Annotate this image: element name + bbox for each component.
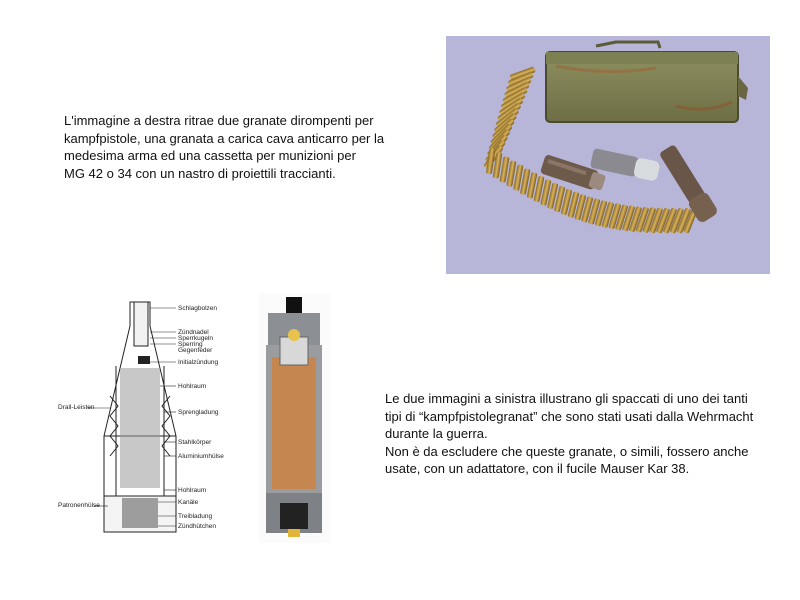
description-line: usate, con un adattatore, con il fucile Mauser Kar 38. — [385, 461, 690, 476]
ammunition-photo — [446, 36, 770, 274]
label-schlagbolzen: Schlagbolzen — [178, 305, 218, 312]
label-sperrkugeln: Sperrkugeln — [178, 335, 214, 342]
intro-line: kampfpistole, una granata a carica cava anticarro per la — [64, 130, 385, 146]
intro-line: MG 42 o 34 con un nastro di proiettili traccianti. — [64, 165, 336, 181]
label-gegenfeder: Gegenfeder — [178, 347, 213, 354]
description-line: tipi di “kampfpistolegranat” che sono stati usati dalla Wehrmacht — [385, 408, 754, 424]
label-initialzuendung: Initialzündung — [178, 359, 219, 366]
description-paragraph — [385, 390, 753, 478]
label-sprengladung: Sprengladung — [178, 409, 219, 416]
label-stahlkoerper: Stahlkörper — [178, 439, 212, 446]
label-hohlraum-top: Hohlraum — [178, 383, 207, 390]
label-hohlraum-bottom: Hohlraum — [178, 487, 207, 494]
label-zuendhuetchen: Zündhütchen — [178, 523, 216, 530]
intro-paragraph — [64, 112, 384, 182]
label-aluminiumhuelse: Aluminiumhülse — [178, 453, 224, 460]
label-patronenhuelse: Patronenhülse — [58, 502, 100, 509]
intro-line: medesima arma ed una cassetta per munizioni per — [64, 148, 356, 163]
label-kanaele: Kanäle — [178, 499, 199, 506]
grenade-cross-section-diagram — [58, 296, 248, 536]
description-line: durante la guerra. — [385, 426, 488, 441]
intro-line: L'immagine a destra ritrae due granate dirompenti per — [64, 113, 374, 128]
grenade-cutaway-image — [258, 293, 330, 543]
label-sperring: Sperring — [178, 341, 203, 348]
label-drall-leisten: Drall-Leisten — [58, 404, 95, 411]
description-line: Le due immagini a sinistra illustrano gli spaccati di uno dei tanti — [385, 391, 748, 406]
description-line: Non è da escludere che queste granate, o simili, fossero anche — [385, 443, 749, 459]
label-treibladung: Treibladung — [178, 513, 213, 520]
label-zuendnadel: Zündnadel — [178, 329, 209, 336]
